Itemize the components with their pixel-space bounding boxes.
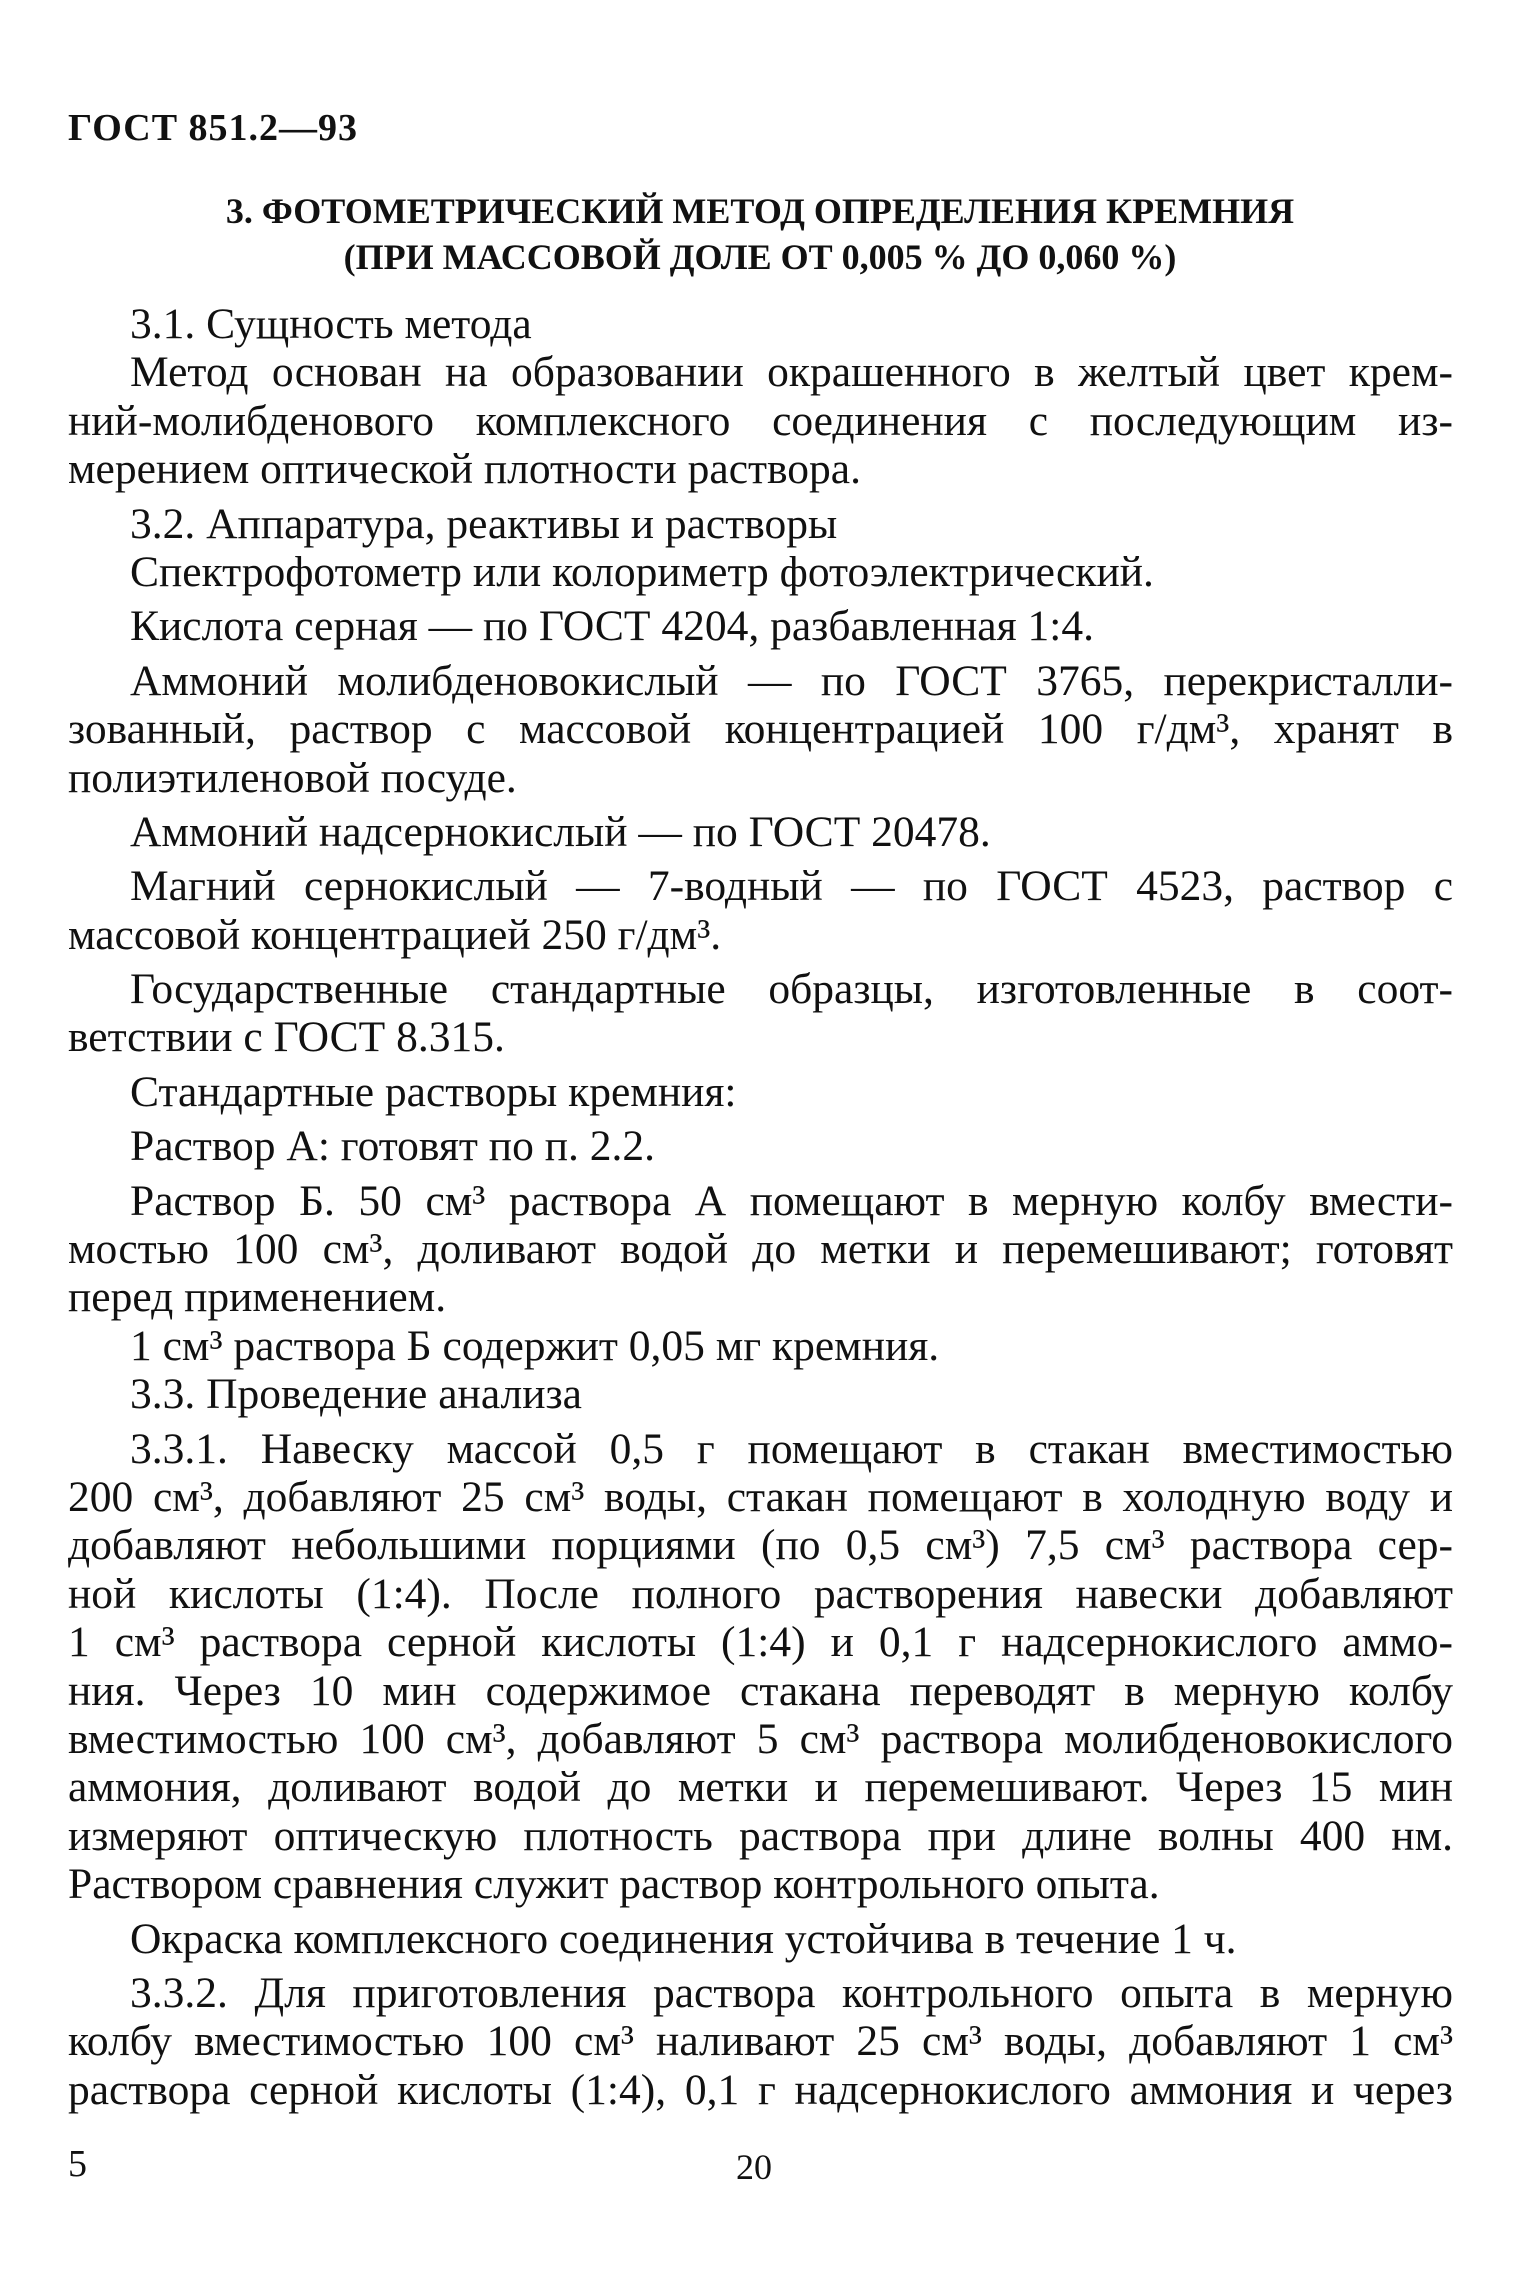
paragraph-line: Окраска комплексного соединения устойчива в течение 1 ч.	[130, 1914, 1237, 1963]
paragraph-line: 3.3.2. Для приготовления раствора контрольного опыта в мерную	[130, 1968, 1453, 2017]
paragraph-line: 200 см³, добавляют 25 см³ воды, стакан помещают в холодную воду и	[68, 1472, 1453, 1521]
paragraph-line: 1 см³ раствора Б содержит 0,05 мг кремния.	[130, 1321, 940, 1370]
subsection-heading-3-1: 3.1. Сущность метода	[130, 300, 532, 348]
document-body	[68, 300, 1453, 2114]
section-title-line-1: 3. ФОТОМЕТРИЧЕСКИЙ МЕТОД ОПРЕДЕЛЕНИЯ КРЕМНИЯ	[225, 191, 1295, 231]
paragraph-line: зованный, раствор с массовой концентрацией 100 г/дм³, хранят в	[68, 705, 1453, 754]
paragraph-line: ветствии с ГОСТ 8.315.	[68, 1013, 505, 1062]
paragraph-line: Раствором сравнения служит раствор контрольного опыта.	[68, 1860, 1160, 1909]
paragraph-line: 3.3.1. Навеску массой 0,5 г помещают в стакан вместимостью	[130, 1424, 1453, 1473]
paragraph-line: полиэтиленовой посуде.	[68, 753, 517, 802]
paragraph-line: ния. Через 10 мин содержимое стакана переводят в мерную колбу	[68, 1666, 1453, 1715]
paragraph-line: вместимостью 100 см³, добавляют 5 см³ раствора молибденовокислого	[68, 1714, 1453, 1763]
paragraph-line: Раствор А: готовят по п. 2.2.	[130, 1122, 655, 1171]
paragraph-line: раствора серной кислоты (1:4), 0,1 г надсернокислого аммония и через	[68, 2065, 1453, 2114]
paragraph-line: Аммоний надсернокислый — по ГОСТ 20478.	[130, 807, 991, 856]
section-title	[100, 188, 1420, 280]
paragraph-line: колбу вместимостью 100 см³ наливают 25 см³ воды, добавляют 1 см³	[68, 2017, 1453, 2066]
page-number: 20	[736, 2147, 772, 2187]
paragraph-line: мерением оптической плотности раствора.	[68, 445, 861, 494]
paragraph-line: Метод основан на образовании окрашенного в желтый цвет крем-	[130, 348, 1453, 397]
paragraph-line: перед применением.	[68, 1273, 447, 1322]
footer-left-mark: 5	[68, 2143, 87, 2185]
paragraph-line: Аммоний молибденовокислый — по ГОСТ 3765, перекристалли-	[130, 656, 1453, 705]
paragraph-line: добавляют небольшими порциями (по 0,5 см³) 7,5 см³ раствора сер-	[68, 1521, 1453, 1570]
paragraph-line: Стандартные растворы кремния:	[130, 1067, 737, 1116]
section-title-line-2: (ПРИ МАССОВОЙ ДОЛЕ ОТ 0,005 % ДО 0,060 %)	[343, 237, 1177, 277]
paragraph-line: массовой концентрацией 250 г/дм³.	[68, 910, 722, 959]
paragraph-line: ний-молибденового комплексного соединения с последующим из-	[68, 396, 1453, 445]
paragraph-line: 1 см³ раствора серной кислоты (1:4) и 0,1 г надсернокислого аммо-	[68, 1618, 1453, 1667]
subsection-heading-3-3: 3.3. Проведение анализа	[130, 1370, 582, 1419]
paragraph-line: ной кислоты (1:4). После полного растворения навески добавляют	[68, 1569, 1453, 1618]
paragraph-line: Магний сернокислый — 7-водный — по ГОСТ 4523, раствор с	[130, 862, 1453, 911]
document-header: ГОСТ 851.2—93	[68, 107, 359, 149]
paragraph-line: Спектрофотометр или колориметр фотоэлектрический.	[130, 547, 1154, 596]
paragraph-line: аммония, доливают водой до метки и перемешивают. Через 15 мин	[68, 1763, 1453, 1812]
paragraph-line: Кислота серная — по ГОСТ 4204, разбавленная 1:4.	[130, 602, 1094, 651]
paragraph-line: Государственные стандартные образцы, изготовленные в соот-	[130, 965, 1453, 1014]
paragraph-line: мостью 100 см³, доливают водой до метки и перемешивают; готовят	[68, 1225, 1453, 1274]
paragraph-line: измеряют оптическую плотность раствора при длине волны 400 нм.	[68, 1811, 1453, 1860]
paragraph-line: Раствор Б. 50 см³ раствора А помещают в мерную колбу вмести-	[130, 1176, 1453, 1225]
subsection-heading-3-2: 3.2. Аппаратура, реактивы и растворы	[130, 499, 838, 548]
